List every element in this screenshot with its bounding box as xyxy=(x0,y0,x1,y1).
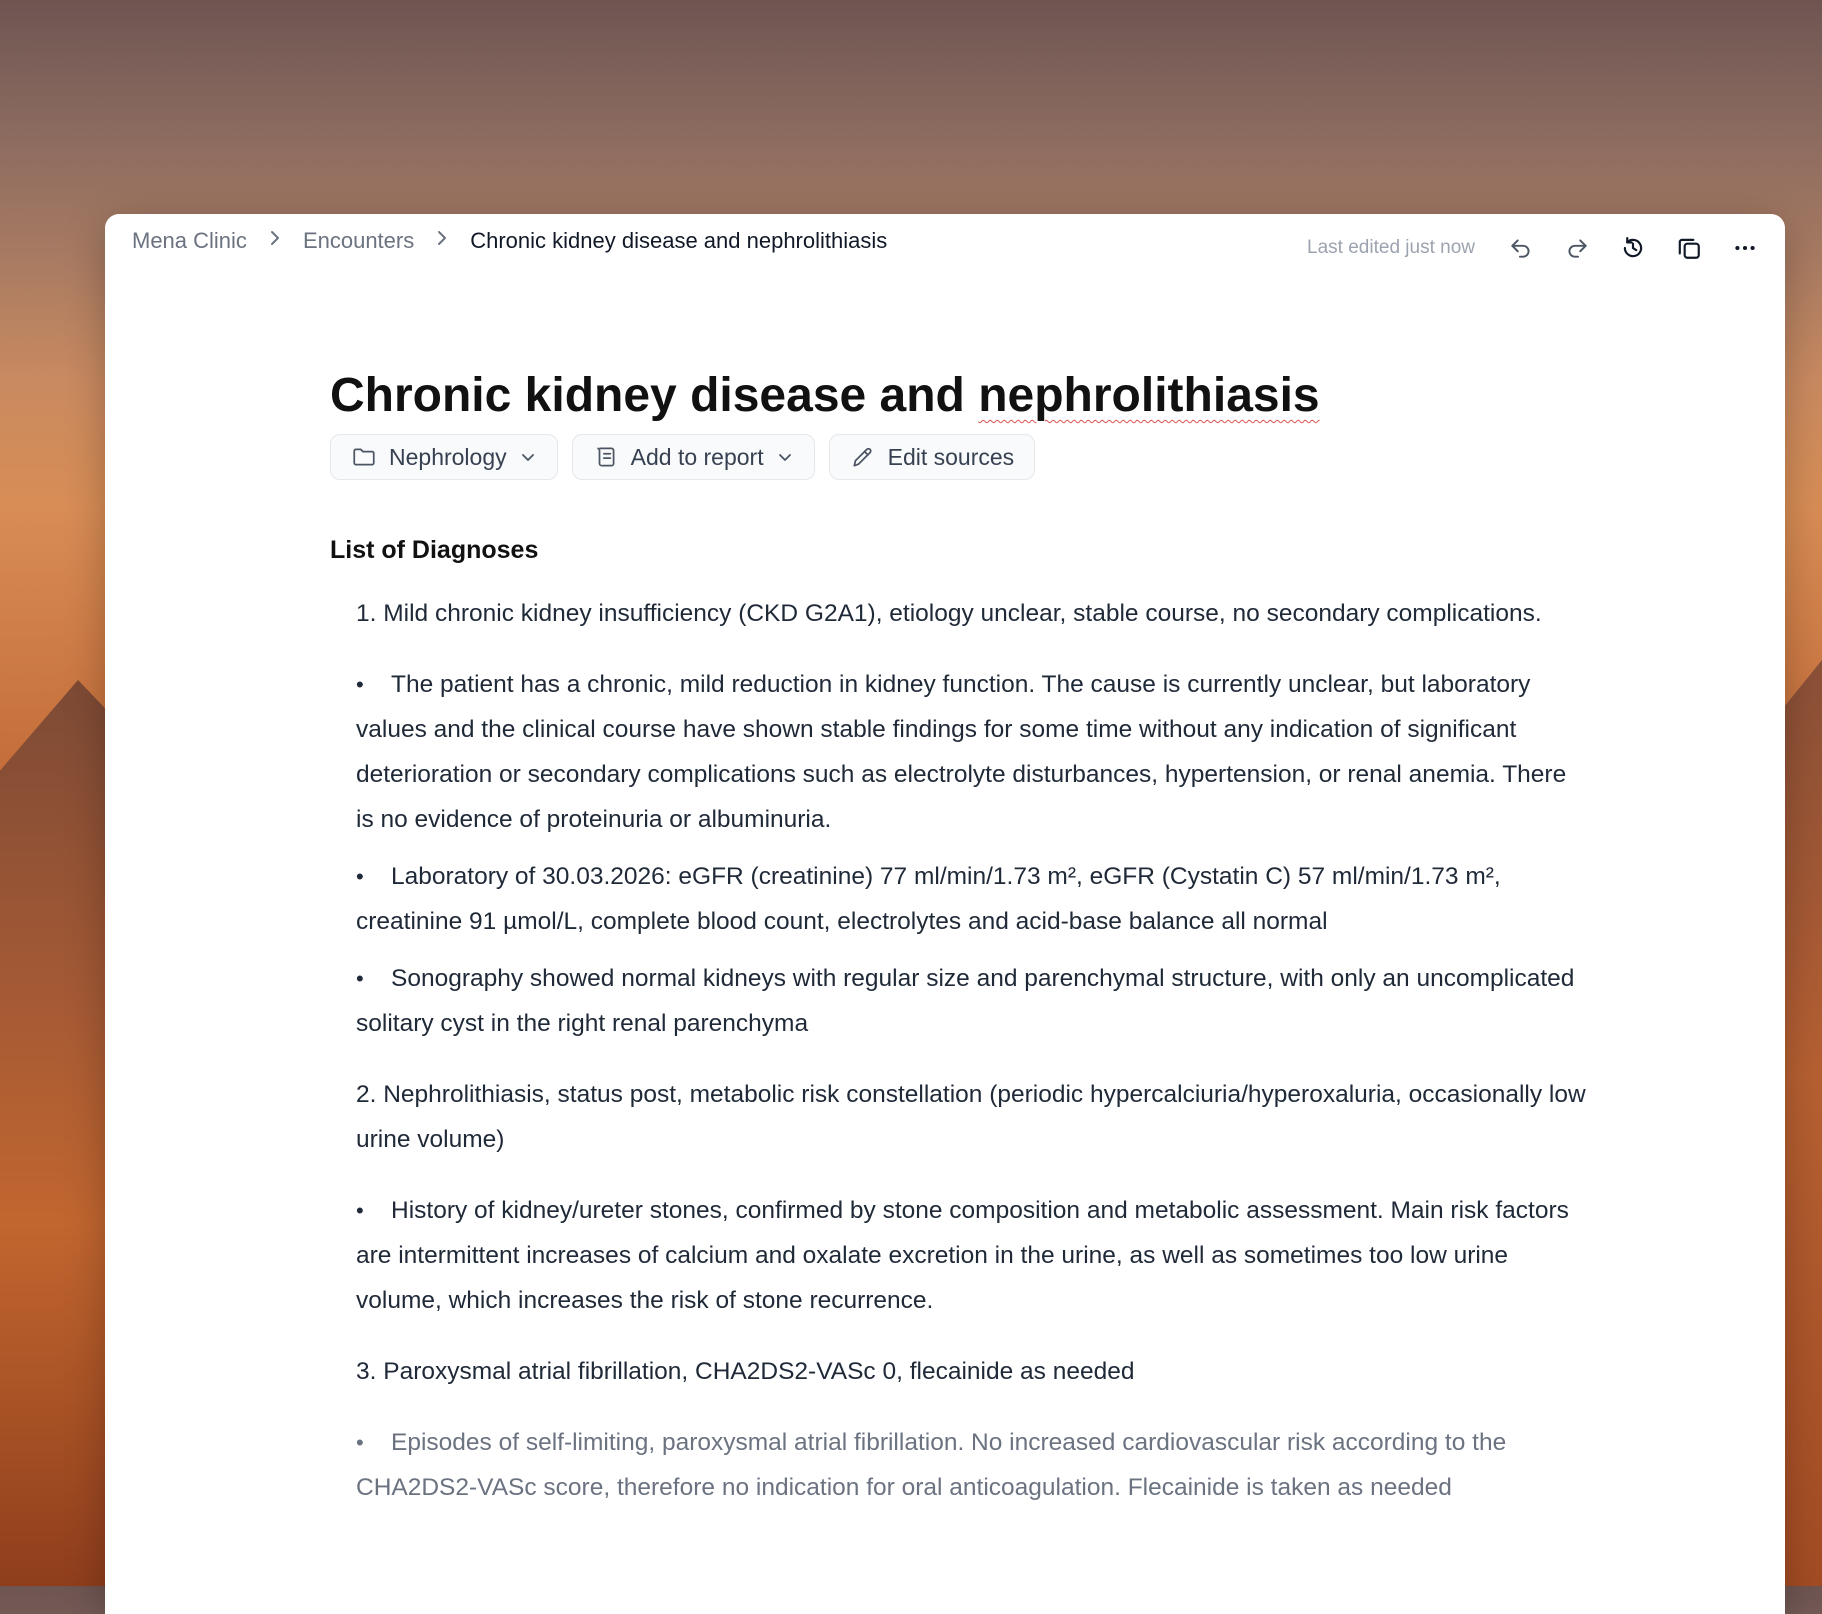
list-item-text: Sonography showed normal kidneys with regular size and parenchymal structure, with only an uncomplicated solitary cyst in the right renal parenchyma xyxy=(356,965,1575,1037)
list-item xyxy=(356,1420,1590,1510)
copy-button[interactable] xyxy=(1661,230,1717,266)
add-to-report-dropdown[interactable] xyxy=(572,434,815,480)
pencil-icon xyxy=(850,444,876,470)
diagnoses-list xyxy=(356,591,1590,1510)
more-options-button[interactable] xyxy=(1717,230,1773,266)
history-icon xyxy=(1620,235,1646,261)
category-dropdown[interactable] xyxy=(330,434,558,480)
redo-button[interactable] xyxy=(1549,230,1605,266)
undo-button[interactable] xyxy=(1493,230,1549,266)
section-title-diagnoses: List of Diagnoses xyxy=(330,536,539,564)
category-label: Nephrology xyxy=(389,443,507,470)
bullet-point: • xyxy=(356,966,364,991)
copy-icon xyxy=(1676,235,1702,261)
list-item-text: The patient has a chronic, mild reduction in kidney function. The cause is currently unclear, but laboratory values and the clinical course have shown stable findings for some time without any indication of significant deterioration or secondary complications such as electrolyte disturbances, hypertension, or renal anemia. There is no evidence of proteinuria or albuminuria. xyxy=(356,671,1567,833)
diagnosis-heading: 2. Nephrolithiasis, status post, metabolic risk constellation (periodic hypercalciuria/hyperoxaluria, occasionally low urine volume) xyxy=(356,1081,1586,1153)
list-item xyxy=(356,662,1590,842)
document-content xyxy=(330,364,1590,1522)
add-to-report-label: Add to report xyxy=(630,443,764,470)
list-item xyxy=(356,854,1590,944)
undo-icon xyxy=(1508,235,1534,261)
redo-icon xyxy=(1564,235,1590,261)
chevron-down-icon xyxy=(519,448,537,466)
diagnosis-heading: 3. Paroxysmal atrial fibrillation, CHA2DS2-VASc 0, flecainide as needed xyxy=(356,1358,1135,1385)
document-actions xyxy=(330,434,1590,480)
edit-sources-button[interactable] xyxy=(829,434,1036,480)
bullet-point: • xyxy=(356,1198,364,1223)
document-title[interactable] xyxy=(330,364,1590,428)
breadcrumb-item-current: Chronic kidney disease and nephrolithiasis xyxy=(470,228,888,253)
breadcrumb-item-clinic[interactable]: Mena Clinic xyxy=(132,228,247,253)
bullet-point: • xyxy=(356,1430,364,1455)
last-edited-status: Last edited just now xyxy=(1307,237,1475,258)
chevron-down-icon xyxy=(776,448,794,466)
document-title-misspelled-word: nephrolithiasis xyxy=(978,369,1320,422)
history-button[interactable] xyxy=(1605,230,1661,266)
bullet-point: • xyxy=(356,864,364,889)
document-title-text: Chronic kidney disease and xyxy=(330,369,979,422)
more-icon xyxy=(1732,235,1758,261)
list-item-text: Laboratory of 30.03.2026: eGFR (creatinine) 77 ml/min/1.73 m², eGFR (Cystatin C) 57 ml/min/1.73 m², creatinine 91 µmol/L, complete blood count, electrolytes and acid-base balance all normal xyxy=(356,863,1501,935)
edit-sources-label: Edit sources xyxy=(887,443,1015,470)
list-item xyxy=(356,1188,1590,1323)
folder-icon xyxy=(351,444,377,470)
diagnosis-heading: 1. Mild chronic kidney insufficiency (CKD G2A1), etiology unclear, stable course, no secondary complications. xyxy=(356,600,1542,627)
list-item xyxy=(356,956,1590,1046)
top-bar xyxy=(105,214,1785,278)
report-icon xyxy=(593,444,619,470)
toolbar xyxy=(1307,230,1773,266)
chevron-right-icon xyxy=(436,229,448,253)
list-item-text: History of kidney/ureter stones, confirmed by stone composition and metabolic assessment. Main risk factors are intermittent increases of calcium and oxalate excretion in the urine, as well as sometimes too low urine volume, which increases the risk of stone recurrence. xyxy=(356,1197,1569,1314)
breadcrumb xyxy=(132,228,887,254)
list-item-text: Episodes of self-limiting, paroxysmal atrial fibrillation. No increased cardiovascular risk according to the CHA2DS2-VASc score, therefore no indication for oral anticoagulation. Flecainide is taken as needed xyxy=(356,1429,1507,1501)
document-window xyxy=(105,214,1785,1614)
bullet-point: • xyxy=(356,672,364,697)
chevron-right-icon xyxy=(269,229,281,253)
breadcrumb-item-encounters[interactable]: Encounters xyxy=(302,228,415,253)
